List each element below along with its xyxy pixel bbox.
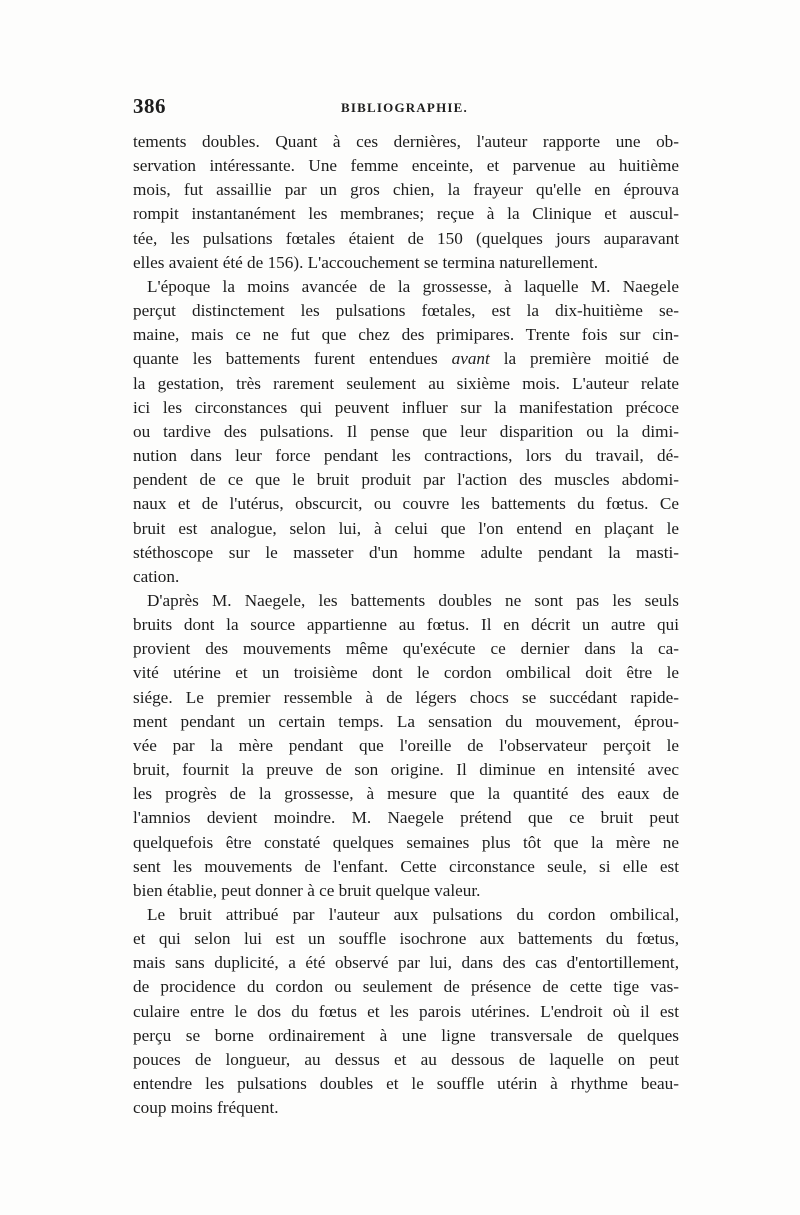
paragraph [133, 903, 679, 1120]
text-line: D'après M. Naegele, les battements doubles ne sont pas les seuls [147, 590, 679, 610]
text-line: coup moins fréquent. [133, 1098, 279, 1118]
text-line: vée par la mère pendant que l'oreille de l'observateur perçoit le [133, 735, 679, 755]
text-line: pouces de longueur, au dessus et au dessous de laquelle on peut [133, 1049, 679, 1069]
text-line: ment pendant un certain temps. La sensation du mouvement, éprou- [133, 711, 679, 731]
body-text [133, 130, 679, 1120]
text-line: ou tardive des pulsations. Il pense que leur disparition ou la dimi- [133, 421, 679, 441]
text-line: quante les battements furent entendues avant la première moitié de [133, 349, 679, 369]
text-line: pendent de ce que le bruit produit par l'action des muscles abdomi- [133, 470, 679, 490]
page-header [133, 94, 681, 124]
text-line: bruits dont la source appartienne au fœtus. Il en décrit un autre qui [133, 615, 679, 635]
text-line: la gestation, très rarement seulement au sixième mois. L'auteur relate [133, 373, 679, 393]
text-line: rompit instantanément les membranes; reçue à la Clinique et auscul- [133, 204, 679, 224]
text-line: elles avaient été de 156). L'accouchement se termina naturellement. [133, 252, 599, 272]
text-line: culaire entre le dos du fœtus et les parois utérines. L'endroit où il est [133, 1001, 679, 1021]
paragraph [133, 130, 679, 275]
text-line: de procidence du cordon ou seulement de présence de cette tige vas- [133, 977, 679, 997]
text-line: tée, les pulsations fœtales étaient de 150 (quelques jours auparavant [133, 228, 679, 248]
text-line: mais sans duplicité, a été observé par lui, dans des cas d'entortillement, [133, 953, 679, 973]
text-line: l'amnios devient moindre. M. Naegele prétend que ce bruit peut [133, 808, 679, 828]
text-line: mois, fut assaillie par un gros chien, la frayeur qu'elle en éprouva [133, 180, 679, 200]
text-line: tements doubles. Quant à ces dernières, l'auteur rapporte une ob- [133, 132, 679, 151]
text-line: nution dans leur force pendant les contractions, lors du travail, dé- [133, 446, 679, 466]
text-line: et qui selon lui est un souffle isochrone aux battements du fœtus, [133, 929, 679, 949]
text-line: ici les circonstances qui peuvent influer sur la manifestation précoce [133, 397, 679, 417]
paragraph [133, 589, 679, 903]
text-line: entendre les pulsations doubles et le souffle utérin à rhythme beau- [133, 1074, 679, 1094]
text-line: provient des mouvements même qu'exécute ce dernier dans la ca- [133, 639, 679, 659]
text-line: les progrès de la grossesse, à mesure que la quantité des eaux de [133, 784, 679, 804]
text-line: stéthoscope sur le masseter d'un homme adulte pendant la masti- [133, 542, 679, 562]
paragraph [133, 275, 679, 589]
text-line: bien établie, peut donner à ce bruit quelque valeur. [133, 880, 481, 900]
text-line: maine, mais ce ne fut que chez des primipares. Trente fois sur cin- [133, 325, 679, 345]
running-head: BIBLIOGRAPHIE. [341, 100, 468, 115]
text-line: cation. [133, 566, 180, 586]
text-line: siége. Le premier ressemble à de légers chocs se succédant rapide- [133, 687, 679, 707]
text-line: bruit, fournit la preuve de son origine. Il diminue en intensité avec [133, 760, 679, 780]
text-line: sent les mouvements de l'enfant. Cette circonstance seule, si elle est [133, 856, 679, 876]
text-line: vité utérine et un troisième dont le cordon ombilical doit être le [133, 663, 679, 683]
page-number: 386 [133, 94, 166, 118]
text-line: Le bruit attribué par l'auteur aux pulsations du cordon ombilical, [147, 905, 679, 924]
text-line: servation intéressante. Une femme enceinte, et parvenue au huitième [133, 156, 679, 176]
text-line: perçu se borne ordinairement à une ligne transversale de quelques [133, 1025, 679, 1045]
text-line: quelquefois être constaté quelques semaines plus tôt que la mère ne [133, 832, 679, 852]
text-line: naux et de l'utérus, obscurcit, ou couvre les battements du fœtus. Ce [133, 494, 679, 514]
text-line: bruit est analogue, selon lui, à celui que l'on entend en plaçant le [133, 518, 679, 538]
text-line: perçut distinctement les pulsations fœtales, est la dix-huitième se- [133, 301, 679, 321]
text-line: L'époque la moins avancée de la grossesse, à laquelle M. Naegele [147, 276, 679, 296]
